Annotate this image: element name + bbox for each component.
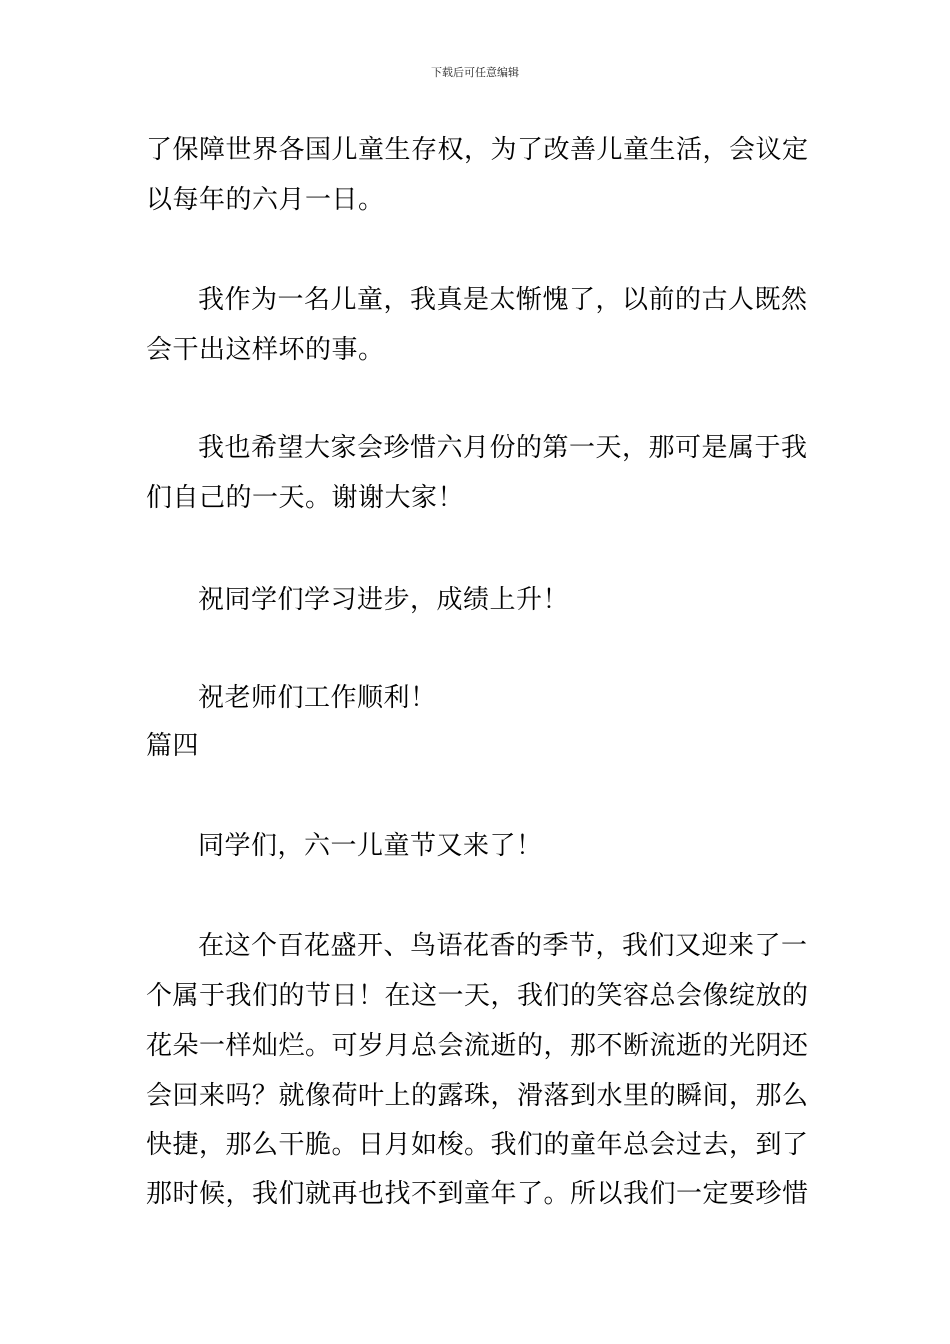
text-line: 以每年的六月一日。 — [146, 185, 385, 215]
text-line: 会干出这样坏的事。 — [146, 335, 385, 365]
text-line: 们自己的一天。谢谢大家！ — [146, 483, 465, 513]
text-line: 我也希望大家会珍惜六月份的第一天，那可是属于我 — [198, 433, 808, 463]
text-line: 同学们，六一儿童节又来了！ — [198, 831, 543, 861]
text-line: 在这个百花盛开、鸟语花香的季节，我们又迎来了一 — [198, 931, 808, 961]
text-line: 祝老师们工作顺利！ — [198, 683, 437, 713]
text-line: 祝同学们学习进步，成绩上升！ — [198, 585, 570, 615]
text-line: 那时候，我们就再也找不到童年了。所以我们一定要珍惜 — [146, 1179, 809, 1209]
text-line: 了保障世界各国儿童生存权，为了改善儿童生活，会议定 — [146, 135, 809, 165]
text-line: 我作为一名儿童，我真是太惭愧了，以前的古人既然 — [198, 285, 808, 315]
page-header: 下载后可任意编辑 — [431, 66, 519, 79]
text-line: 个属于我们的节日！在这一天，我们的笑容总会像绽放的 — [146, 981, 809, 1011]
text-line: 快捷，那么干脆。日月如梭。我们的童年总会过去，到了 — [146, 1130, 809, 1160]
section-heading: 篇四 — [146, 731, 200, 761]
text-line: 会回来吗？就像荷叶上的露珠，滑落到水里的瞬间，那么 — [146, 1081, 809, 1111]
text-line: 花朵一样灿烂。可岁月总会流逝的，那不断流逝的光阴还 — [146, 1031, 809, 1061]
